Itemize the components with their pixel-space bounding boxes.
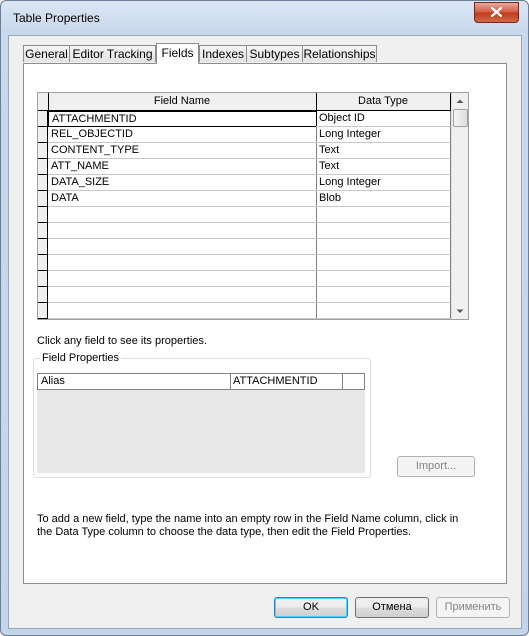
window-title: Table Properties [13,11,100,25]
row-selector[interactable] [38,223,48,239]
field-name-cell[interactable]: DATA_SIZE [48,175,317,191]
property-row[interactable] [37,373,365,390]
field-name-cell[interactable]: ATTACHMENTID [48,111,317,127]
row-selector[interactable] [38,143,48,159]
data-type-cell[interactable]: Long Integer [316,127,451,143]
row-selector[interactable] [38,303,48,319]
close-icon [491,7,502,17]
row-selector[interactable] [38,239,48,255]
tab-general[interactable]: General [23,45,70,62]
column-header-data-type[interactable]: Data Type [316,93,451,110]
table-row[interactable] [38,239,451,255]
data-type-cell[interactable] [316,271,451,287]
scroll-up-button[interactable] [452,93,468,109]
row-selector[interactable] [38,271,48,287]
close-button[interactable] [474,2,519,23]
row-selector[interactable] [38,159,48,175]
field-name-cell[interactable]: REL_OBJECTID [48,127,317,143]
field-name-cell[interactable] [48,303,317,319]
row-selector[interactable] [38,287,48,303]
table-row[interactable] [38,175,451,191]
table-row[interactable] [38,191,451,207]
tab-relationships[interactable]: Relationships [303,47,376,61]
data-type-cell[interactable] [316,255,451,271]
data-type-cell[interactable]: Text [316,159,451,175]
ok-button[interactable]: OK [274,597,348,618]
row-selector[interactable] [38,111,48,127]
import-button[interactable]: Import... [397,456,475,477]
data-type-cell[interactable] [316,239,451,255]
data-type-cell[interactable]: Blob [316,191,451,207]
cancel-button[interactable]: Отмена [355,597,429,618]
fields-tab-panel [23,63,507,584]
field-name-cell[interactable] [48,239,317,255]
table-row[interactable] [38,223,451,239]
table-row[interactable] [38,287,451,303]
field-properties-legend: Field Properties [42,352,120,364]
arrow-up-icon [452,93,468,109]
vertical-scrollbar[interactable] [451,93,468,319]
field-name-cell[interactable] [48,255,317,271]
field-name-cell[interactable] [48,223,317,239]
data-type-cell[interactable]: Long Integer [316,175,451,191]
row-selector[interactable] [38,191,48,207]
field-name-cell[interactable] [48,287,317,303]
apply-button[interactable]: Применить [436,597,510,618]
scroll-thumb[interactable] [453,109,468,127]
field-name-cell[interactable]: DATA [48,191,317,207]
tab-indexes[interactable]: Indexes [199,45,247,62]
property-name-cell[interactable]: Alias [38,374,231,389]
row-selector[interactable] [38,127,48,143]
data-type-cell[interactable] [316,223,451,239]
grid-header [38,93,468,111]
property-value-cell[interactable]: ATTACHMENTID [230,374,343,389]
data-type-cell[interactable] [316,303,451,319]
field-name-cell[interactable] [48,207,317,223]
table-row[interactable] [38,303,451,319]
table-row[interactable] [38,111,451,127]
tab-subtypes[interactable]: Subtypes [246,45,303,62]
data-type-cell[interactable]: Text [316,143,451,159]
tab-fields[interactable]: Fields [156,43,199,64]
instructions-text: To add a new field, type the name into an empty row in the Field Name column, click in the Data Type column to choose the data type, then edit the Field Properties. [37,513,459,538]
field-name-cell[interactable]: CONTENT_TYPE [48,143,317,159]
row-selector[interactable] [38,175,48,191]
data-type-cell[interactable] [316,287,451,303]
tab-editor-tracking[interactable]: Editor Tracking [69,45,156,62]
grid-hint-text: Click any field to see its properties. [37,335,207,347]
table-row[interactable] [38,207,451,223]
row-selector[interactable] [38,207,48,223]
field-properties-grid [37,373,365,473]
title-bar[interactable] [1,1,528,35]
table-row[interactable] [38,271,451,287]
table-row[interactable] [38,255,451,271]
row-selector[interactable] [38,255,48,271]
dialog-client [8,35,522,629]
scroll-down-button[interactable] [452,303,468,319]
arrow-down-icon [452,303,468,319]
table-row[interactable] [38,143,451,159]
fields-grid [37,92,469,320]
field-name-cell[interactable] [48,271,317,287]
data-type-cell[interactable] [316,207,451,223]
table-row[interactable] [38,159,451,175]
field-name-cell[interactable]: ATT_NAME [48,159,317,175]
table-row[interactable] [38,127,451,143]
field-properties-group [33,352,371,478]
column-header-field-name[interactable]: Field Name [48,93,317,110]
data-type-cell[interactable]: Object ID [316,111,451,127]
